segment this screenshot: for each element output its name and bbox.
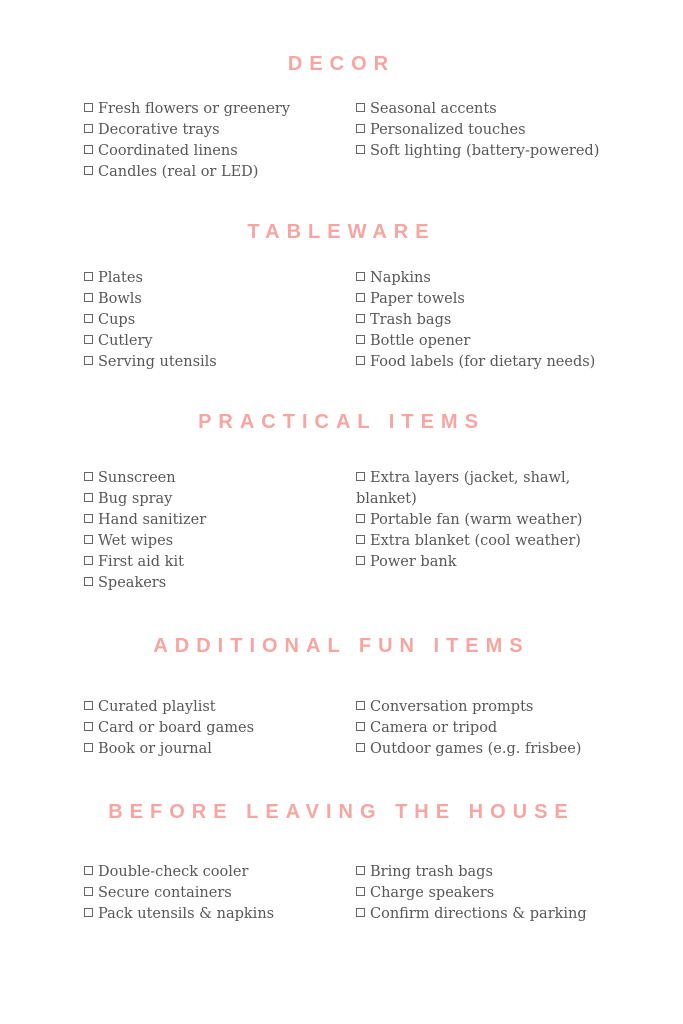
checkbox-icon [356,743,365,752]
practical-left-list [84,468,206,594]
list-item: Double-check cooler [84,862,274,883]
checkbox-icon [356,535,365,544]
section-title-before-leaving: BEFORE LEAVING THE HOUSE [108,801,575,823]
list-item: Extra layers (jacket, shawl, blanket) [356,470,571,507]
checkbox-icon [356,722,365,731]
checkbox-icon [84,335,93,344]
list-item: Extra blanket (cool weather) [356,531,571,552]
before-left-list [84,862,274,925]
checkbox-icon [84,293,93,302]
section-title-practical-items: PRACTICAL ITEMS [198,411,485,433]
list-item: Cups [84,310,217,331]
tableware-left-list [84,268,217,373]
checkbox-icon [356,103,365,112]
checkbox-icon [84,866,93,875]
list-item: Camera or tripod [356,718,581,739]
fun-right-list [356,697,581,760]
before-right-list [356,862,587,925]
list-item: Bring trash bags [356,862,587,883]
list-item: Book or journal [84,739,254,760]
list-item: Napkins [356,268,595,289]
checkbox-icon [356,293,365,302]
tableware-right-list [356,268,595,373]
checkbox-icon [84,166,93,175]
list-item: Confirm directions & parking [356,904,587,925]
checkbox-icon [356,887,365,896]
checkbox-icon [356,701,365,710]
list-item: Food labels (for dietary needs) [356,352,595,373]
list-item: Speakers [84,573,206,594]
checkbox-icon [356,908,365,917]
list-item: Pack utensils & napkins [84,904,274,925]
list-item: Decorative trays [84,120,290,141]
list-item: Bug spray [84,489,206,510]
list-item: Bowls [84,289,217,310]
list-item: Coordinated linens [84,141,290,162]
list-item: First aid kit [84,552,206,573]
checkbox-icon [356,314,365,323]
list-item: Candles (real or LED) [84,162,290,183]
list-item: Conversation prompts [356,697,581,718]
list-item: Paper towels [356,289,595,310]
checkbox-icon [84,701,93,710]
section-title-tableware: TABLEWARE [247,221,436,243]
checkbox-icon [356,356,365,365]
checkbox-icon [84,514,93,523]
decor-right-list [356,99,599,162]
list-item: Soft lighting (battery-powered) [356,141,599,162]
checkbox-icon [356,145,365,154]
checkbox-icon [84,887,93,896]
checkbox-icon [356,556,365,565]
checkbox-icon [356,335,365,344]
list-item: Secure containers [84,883,274,904]
decor-left-list [84,99,290,183]
checkbox-icon [356,124,365,133]
list-item: Serving utensils [84,352,217,373]
checkbox-icon [84,472,93,481]
checkbox-icon [84,145,93,154]
checkbox-icon [84,103,93,112]
practical-right-list [356,468,583,573]
list-item: Power bank [356,552,571,573]
fun-left-list [84,697,254,760]
checkbox-icon [84,124,93,133]
list-item: Wet wipes [84,531,206,552]
checkbox-icon [356,272,365,281]
section-title-additional-fun-items: ADDITIONAL FUN ITEMS [153,635,530,657]
section-title-decor: DECOR [287,53,396,75]
checkbox-icon [84,908,93,917]
list-item: Personalized touches [356,120,599,141]
checkbox-icon [84,493,93,502]
checkbox-icon [84,556,93,565]
checkbox-icon [84,577,93,586]
list-item: Hand sanitizer [84,510,206,531]
checkbox-icon [84,743,93,752]
list-item: Curated playlist [84,697,254,718]
list-item: Portable fan (warm weather) [356,510,571,531]
checkbox-icon [356,866,365,875]
list-item: Charge speakers [356,883,587,904]
list-item: Trash bags [356,310,595,331]
list-item: Sunscreen [84,468,206,489]
checkbox-icon [356,514,365,523]
checkbox-icon [84,272,93,281]
checkbox-icon [84,356,93,365]
list-item: Fresh flowers or greenery [84,99,290,120]
list-item: Card or board games [84,718,254,739]
checkbox-icon [84,314,93,323]
checkbox-icon [84,535,93,544]
list-item: Bottle opener [356,331,595,352]
list-item: Outdoor games (e.g. frisbee) [356,739,581,760]
checkbox-icon [356,472,365,481]
list-item: Plates [84,268,217,289]
checkbox-icon [84,722,93,731]
list-item: Cutlery [84,331,217,352]
list-item: Seasonal accents [356,99,599,120]
